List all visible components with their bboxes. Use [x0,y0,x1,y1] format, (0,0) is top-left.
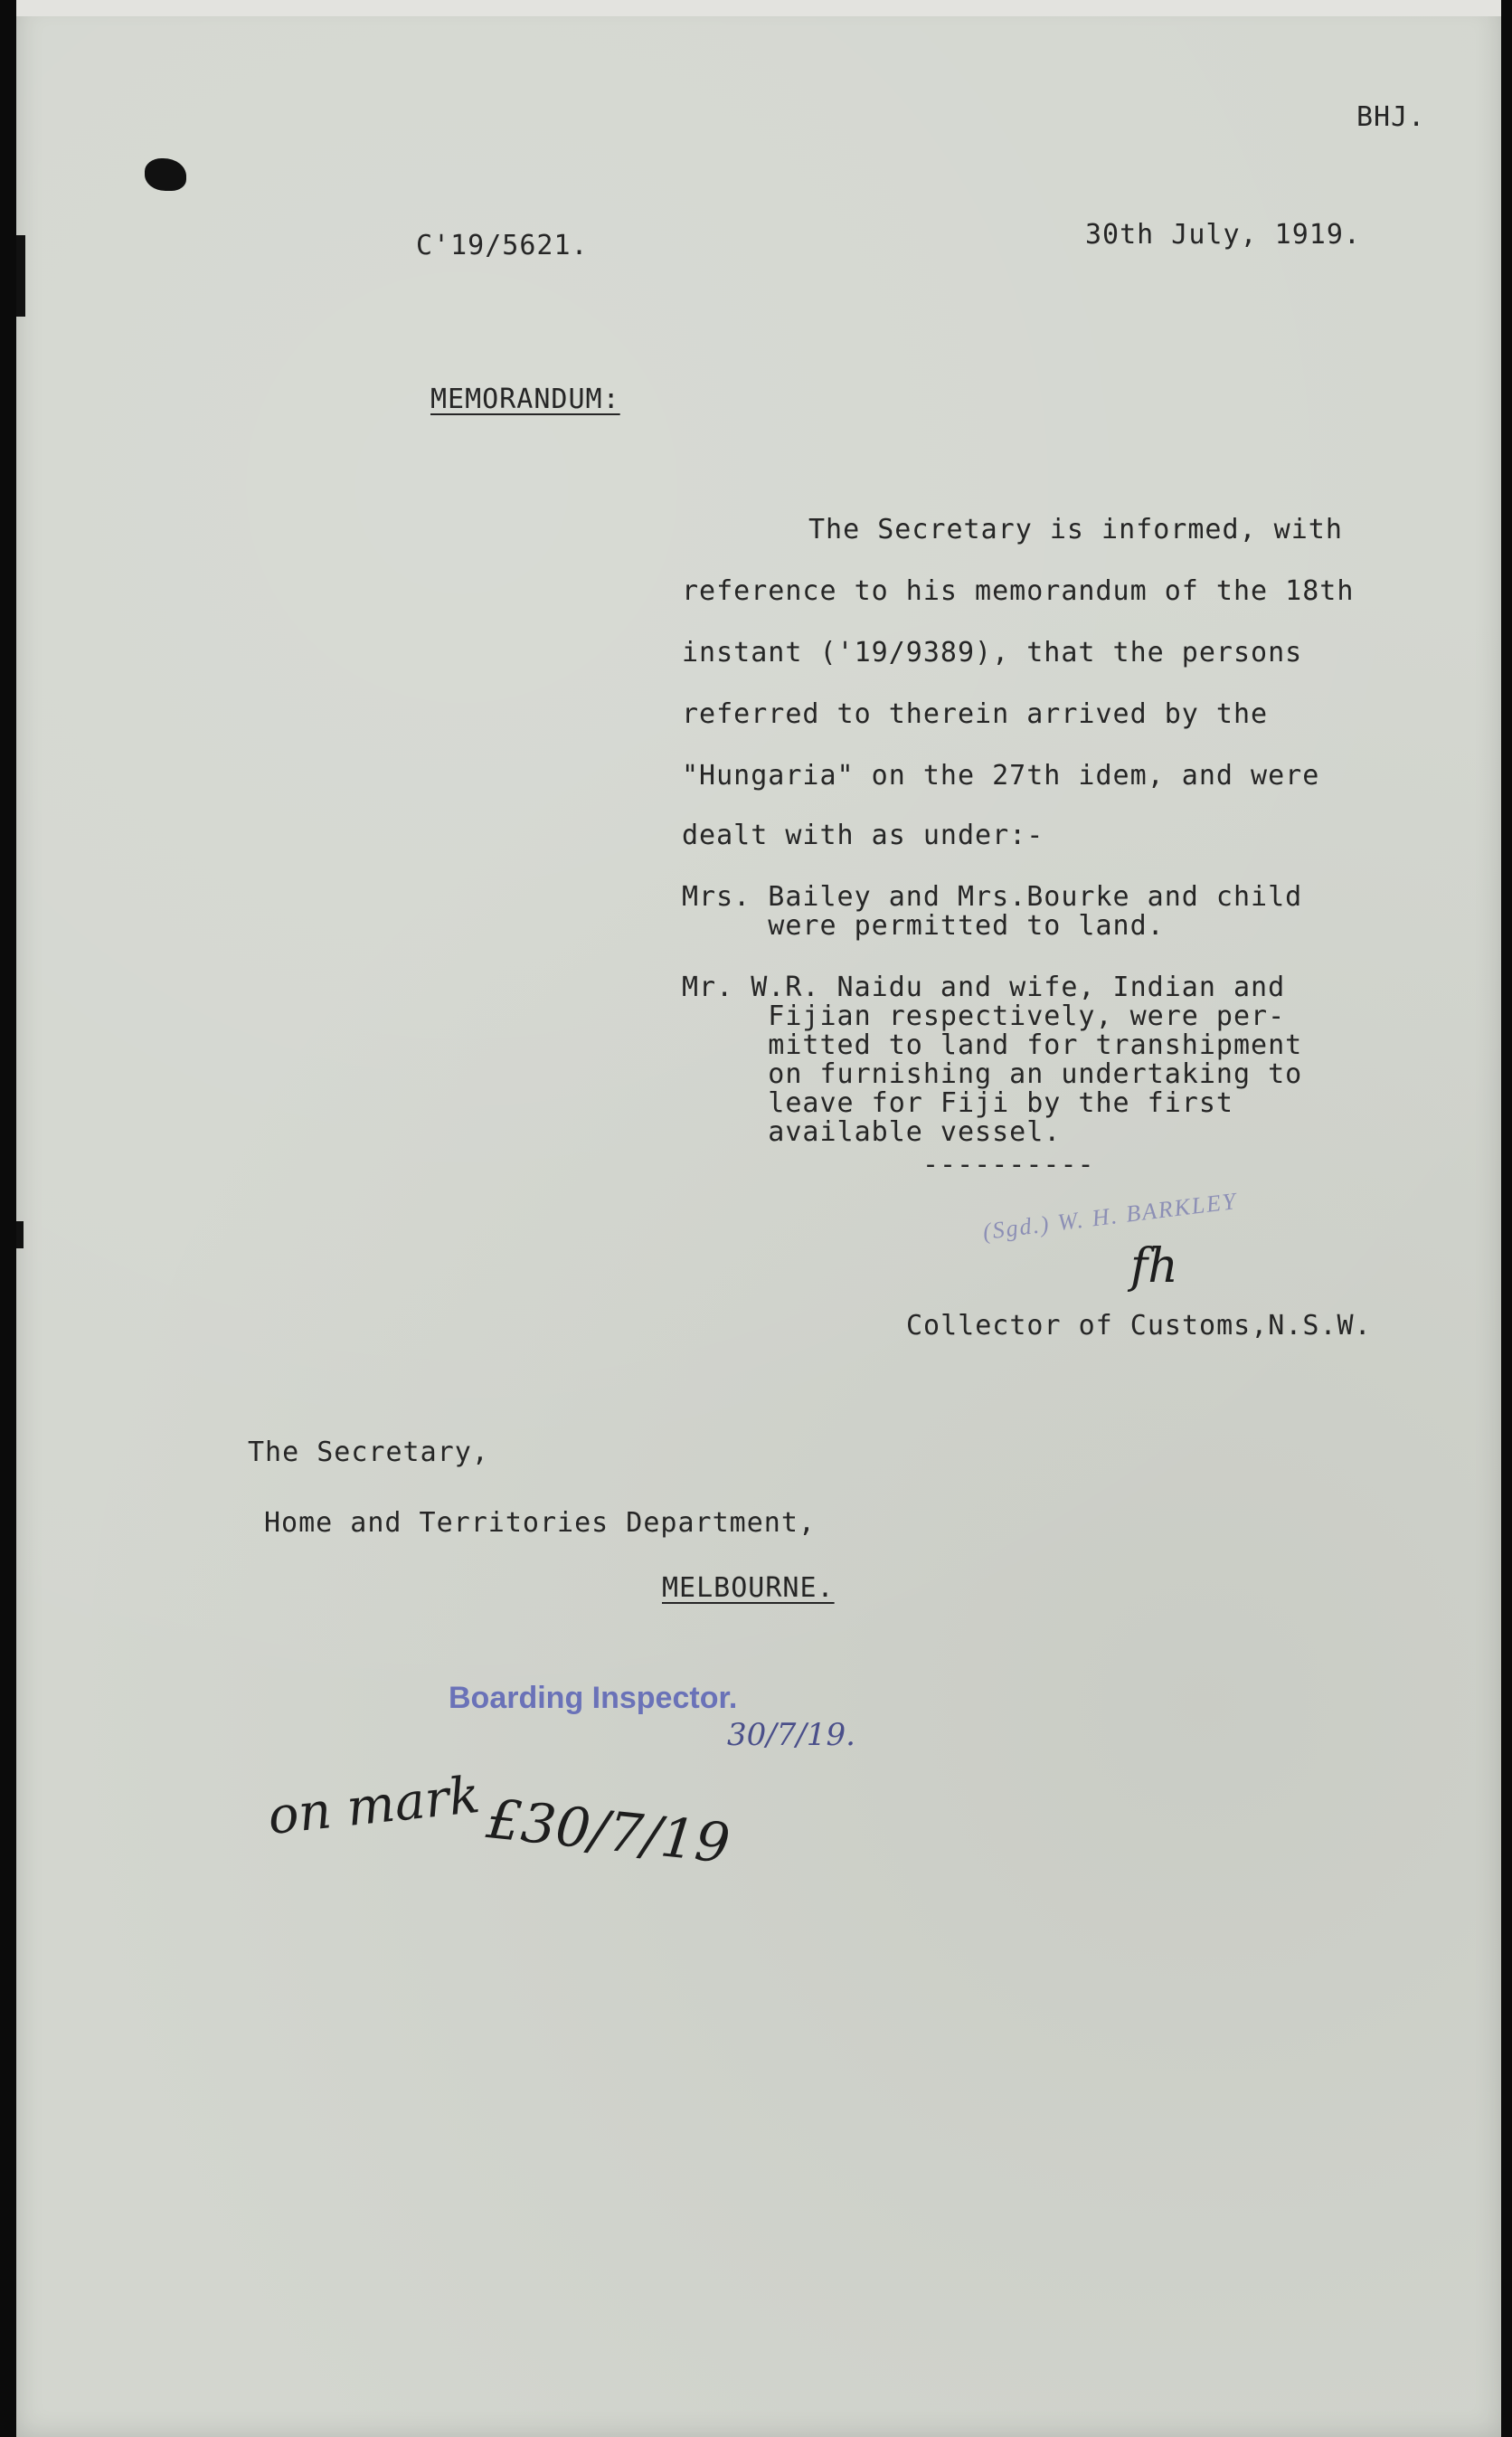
body-line: dealt with as under:- [682,820,1044,851]
memo-heading: MEMORANDUM: [430,384,620,415]
body-line: referred to therein arrived by the [682,698,1269,730]
list-item-line: Mr. W.R. Naidu and wife, Indian and [682,972,1286,1003]
list-item-line: Fijian respectively, were per- [682,1000,1286,1032]
signatory-title: Collector of Customs,N.S.W. [906,1310,1372,1342]
paper-top-edge [16,0,1501,16]
signature-stamp: (Sgd.) W. H. BARKLEY [981,1187,1239,1246]
list-item-line: mitted to land for transhipment [682,1029,1303,1061]
boarding-date-handwritten: 30/7/19. [727,1717,855,1753]
addressee-line: Home and Territories Department, [264,1507,816,1539]
addressee-city: MELBOURNE. [662,1572,835,1604]
punch-mark [16,1221,24,1248]
list-item-line: were permitted to land. [682,910,1165,942]
body-line: instant ('19/9389), that the persons [682,637,1303,669]
body-line: reference to his memorandum of the 18th [682,575,1355,607]
separator-line: ---------- [922,1149,1095,1181]
body-line: The Secretary is informed, with [808,514,1343,545]
list-item-line: Mrs. Bailey and Mrs.Bourke and child [682,881,1303,913]
memo-date: 30th July, 1919. [1085,219,1361,251]
list-item-line: available vessel. [682,1116,1062,1148]
memo-sheet [16,0,1501,2437]
file-initials: BHJ. [1356,101,1426,133]
addressee-line: The Secretary, [248,1437,489,1468]
signature-initials: fh [1130,1239,1178,1294]
ink-blot [145,158,186,191]
boarding-inspector-stamp: Boarding Inspector. [449,1681,738,1715]
handwritten-date: £30/7/19 [484,1787,733,1876]
body-line: "Hungaria" on the 27th idem, and were [682,760,1320,792]
punch-mark [16,235,25,317]
list-item-line: on furnishing an undertaking to [682,1058,1303,1090]
list-item-line: leave for Fiji by the first [682,1087,1233,1119]
reference-number: C'19/5621. [416,230,589,261]
handwritten-note: on mark [265,1765,483,1847]
